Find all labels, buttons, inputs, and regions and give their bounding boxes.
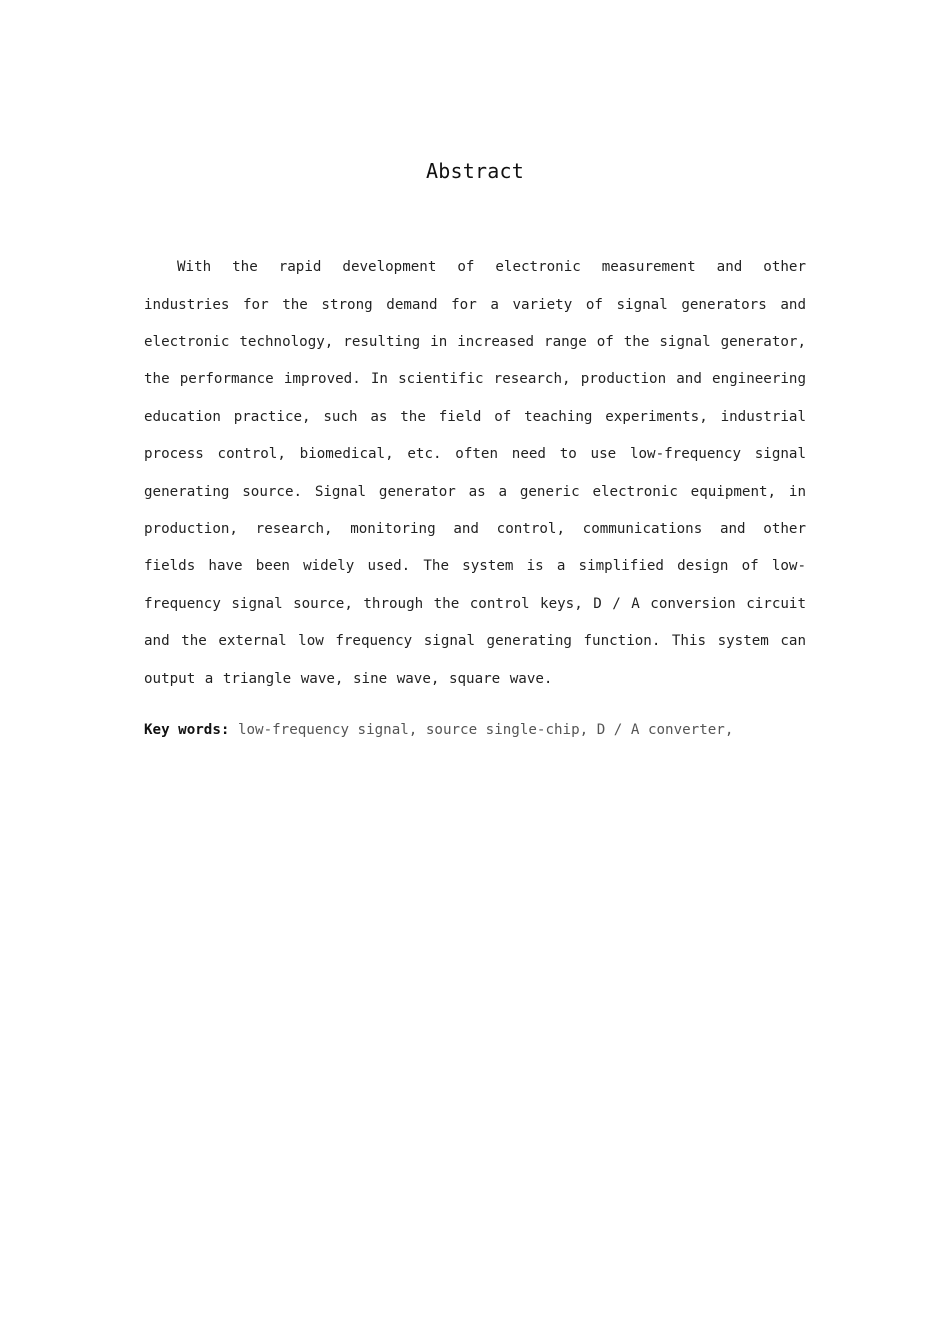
keywords-label: Key words:	[144, 722, 230, 738]
abstract-paragraph: With the rapid development of electronic measurement and other industries for the strong demand for a variety of signal generators and electronic technology, resulting in increased range of the signal generator, the performance improved. In scientific research, production and engineering education practice, such as the field of teaching experiments, industrial process control, biomedical, etc. often need to use low-frequency signal generating source. Signal generator as a generic electronic equipment, in production, research, monitoring and control, communications and other fields have been widely used. The system is a simplified design of low-frequency signal source, through the control keys, D / A conversion circuit and the external low frequency signal generating function. This system can output a triangle wave, sine wave, square wave.	[144, 259, 806, 687]
abstract-title: Abstract	[426, 159, 524, 183]
keywords-line	[144, 713, 806, 747]
keywords-value: low-frequency signal, source single-chip, D / A converter,	[229, 722, 734, 738]
